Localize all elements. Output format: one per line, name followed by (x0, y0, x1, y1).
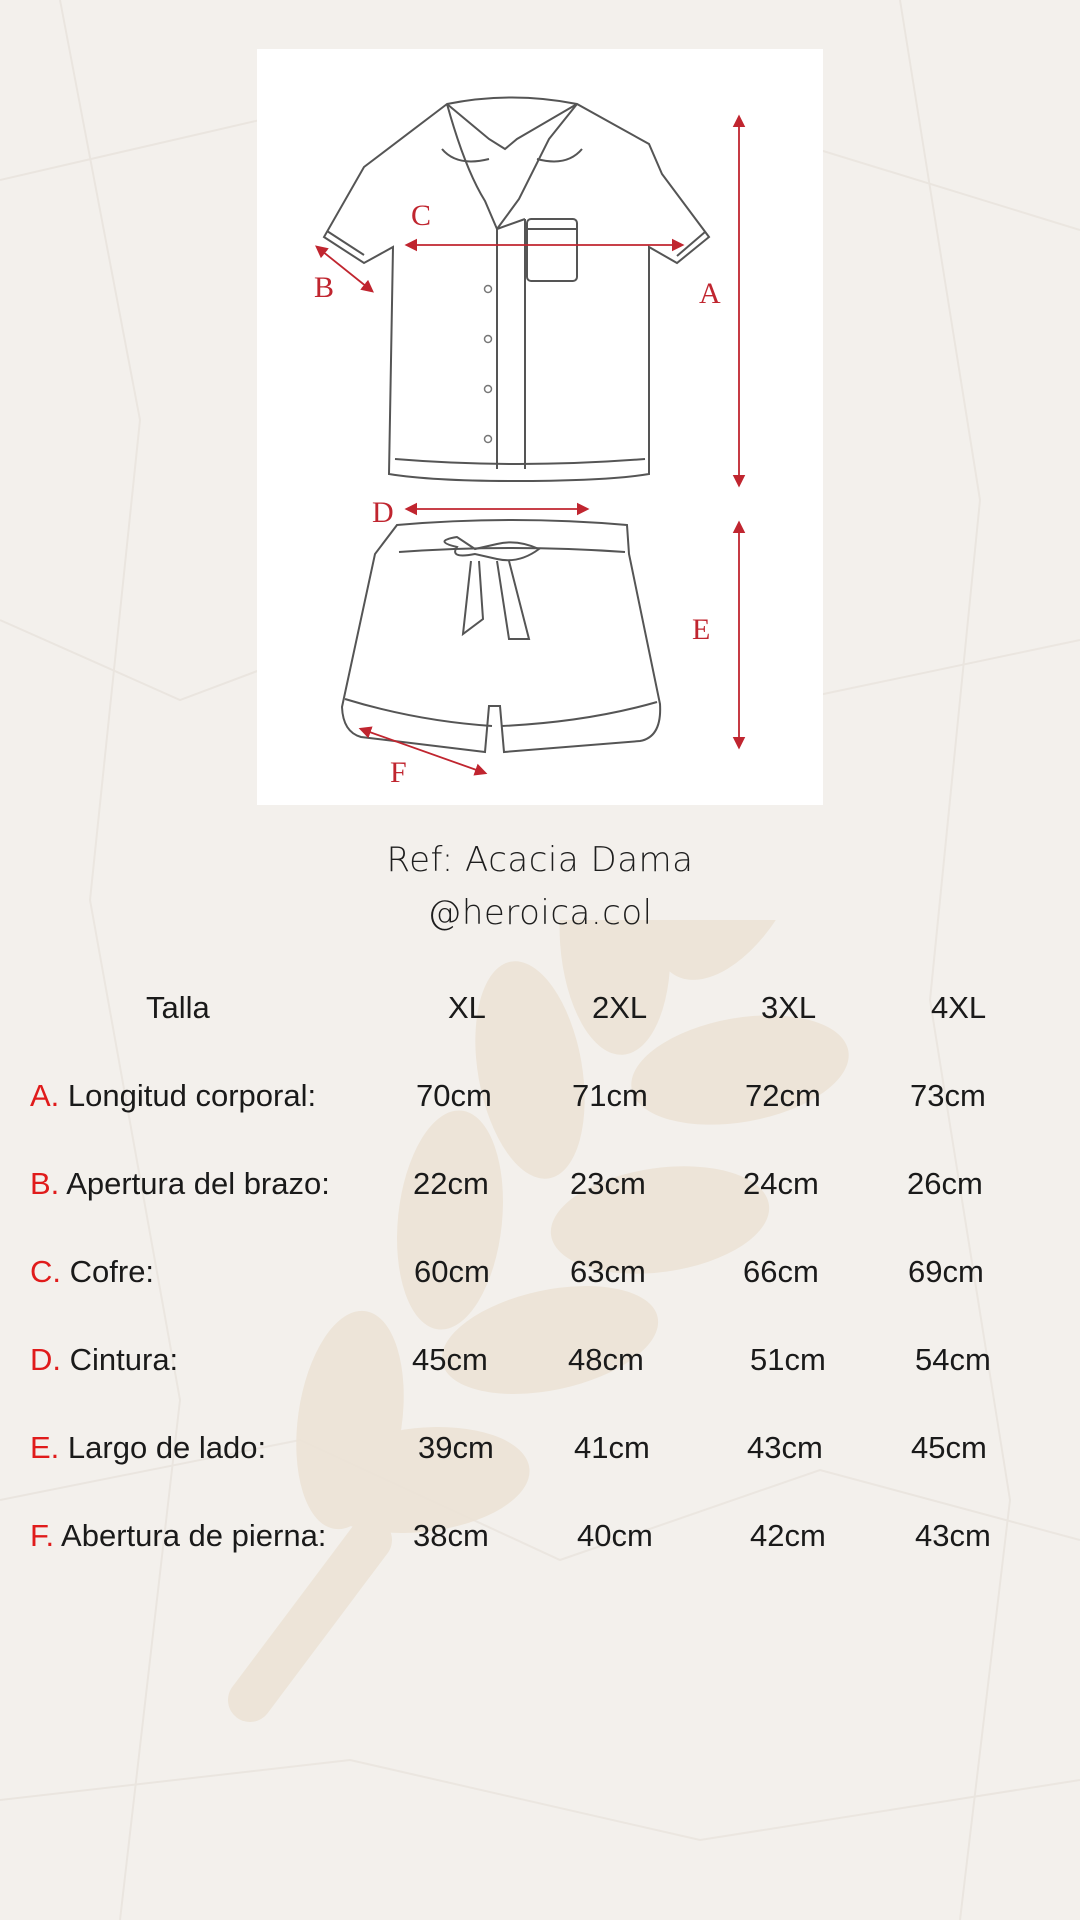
diagram-label-d: D (372, 496, 394, 529)
row-label (30, 1254, 154, 1290)
table-row (0, 1430, 1080, 1480)
row-letter: D. (30, 1342, 61, 1377)
row-value: 38cm (413, 1518, 489, 1553)
row-label (30, 1430, 266, 1466)
shirt-buttons (485, 286, 492, 443)
header-size: 3XL (761, 990, 817, 1025)
row-value: 41cm (574, 1430, 650, 1465)
leaf-watermark (220, 920, 900, 1740)
row-value: 60cm (414, 1254, 490, 1289)
row-value: 42cm (750, 1518, 826, 1553)
row-value: 63cm (570, 1254, 646, 1289)
row-name: Apertura del brazo: (66, 1166, 330, 1201)
row-value: 43cm (915, 1518, 991, 1553)
row-letter: E. (30, 1430, 60, 1465)
row-value: 66cm (743, 1254, 819, 1289)
shorts-illustration (342, 520, 660, 752)
row-name: Largo de lado: (67, 1430, 267, 1465)
diagram-label-b: B (314, 271, 335, 304)
row-value: 72cm (745, 1078, 821, 1113)
diagram-label-e: E (692, 613, 711, 646)
row-letter: F. (30, 1518, 55, 1553)
row-value: 70cm (416, 1078, 492, 1113)
table-row (0, 1342, 1080, 1392)
row-value: 51cm (750, 1342, 826, 1377)
table-header-row (0, 990, 1080, 1040)
row-value: 40cm (577, 1518, 653, 1553)
diagram-label-a: A (699, 277, 721, 310)
header-size: XL (448, 990, 486, 1025)
brand-handle: @heroica.col (427, 893, 653, 933)
table-row (0, 1078, 1080, 1128)
shirt-illustration (324, 98, 709, 482)
row-label (30, 1166, 330, 1202)
row-name: Longitud corporal: (67, 1078, 317, 1113)
header-size: 2XL (592, 990, 648, 1025)
row-value: 71cm (572, 1078, 648, 1113)
row-name: Cofre: (69, 1254, 155, 1289)
row-value: 69cm (908, 1254, 984, 1289)
row-value: 22cm (413, 1166, 489, 1201)
row-value: 73cm (910, 1078, 986, 1113)
row-value: 45cm (412, 1342, 488, 1377)
row-label (30, 1078, 316, 1114)
table-row (0, 1166, 1080, 1216)
row-name: Cintura: (69, 1342, 179, 1377)
row-value: 23cm (570, 1166, 646, 1201)
row-letter: A. (30, 1078, 60, 1113)
row-label (30, 1518, 326, 1554)
header-size: 4XL (931, 990, 987, 1025)
row-value: 26cm (907, 1166, 983, 1201)
row-label (30, 1342, 178, 1378)
size-diagram (257, 49, 823, 805)
table-row (0, 1518, 1080, 1568)
row-value: 43cm (747, 1430, 823, 1465)
row-value: 54cm (915, 1342, 991, 1377)
table-row (0, 1254, 1080, 1304)
row-value: 45cm (911, 1430, 987, 1465)
row-value: 48cm (568, 1342, 644, 1377)
reference-title: Ref: Acacia Dama (386, 840, 694, 880)
row-letter: C. (30, 1254, 61, 1289)
diagram-label-f: F (390, 756, 407, 789)
measurement-arrows (317, 117, 739, 773)
row-name: Abertura de pierna: (61, 1518, 327, 1553)
row-value: 24cm (743, 1166, 819, 1201)
header-talla: Talla (146, 990, 210, 1025)
row-letter: B. (30, 1166, 60, 1201)
diagram-label-c: C (411, 199, 432, 232)
row-value: 39cm (418, 1430, 494, 1465)
